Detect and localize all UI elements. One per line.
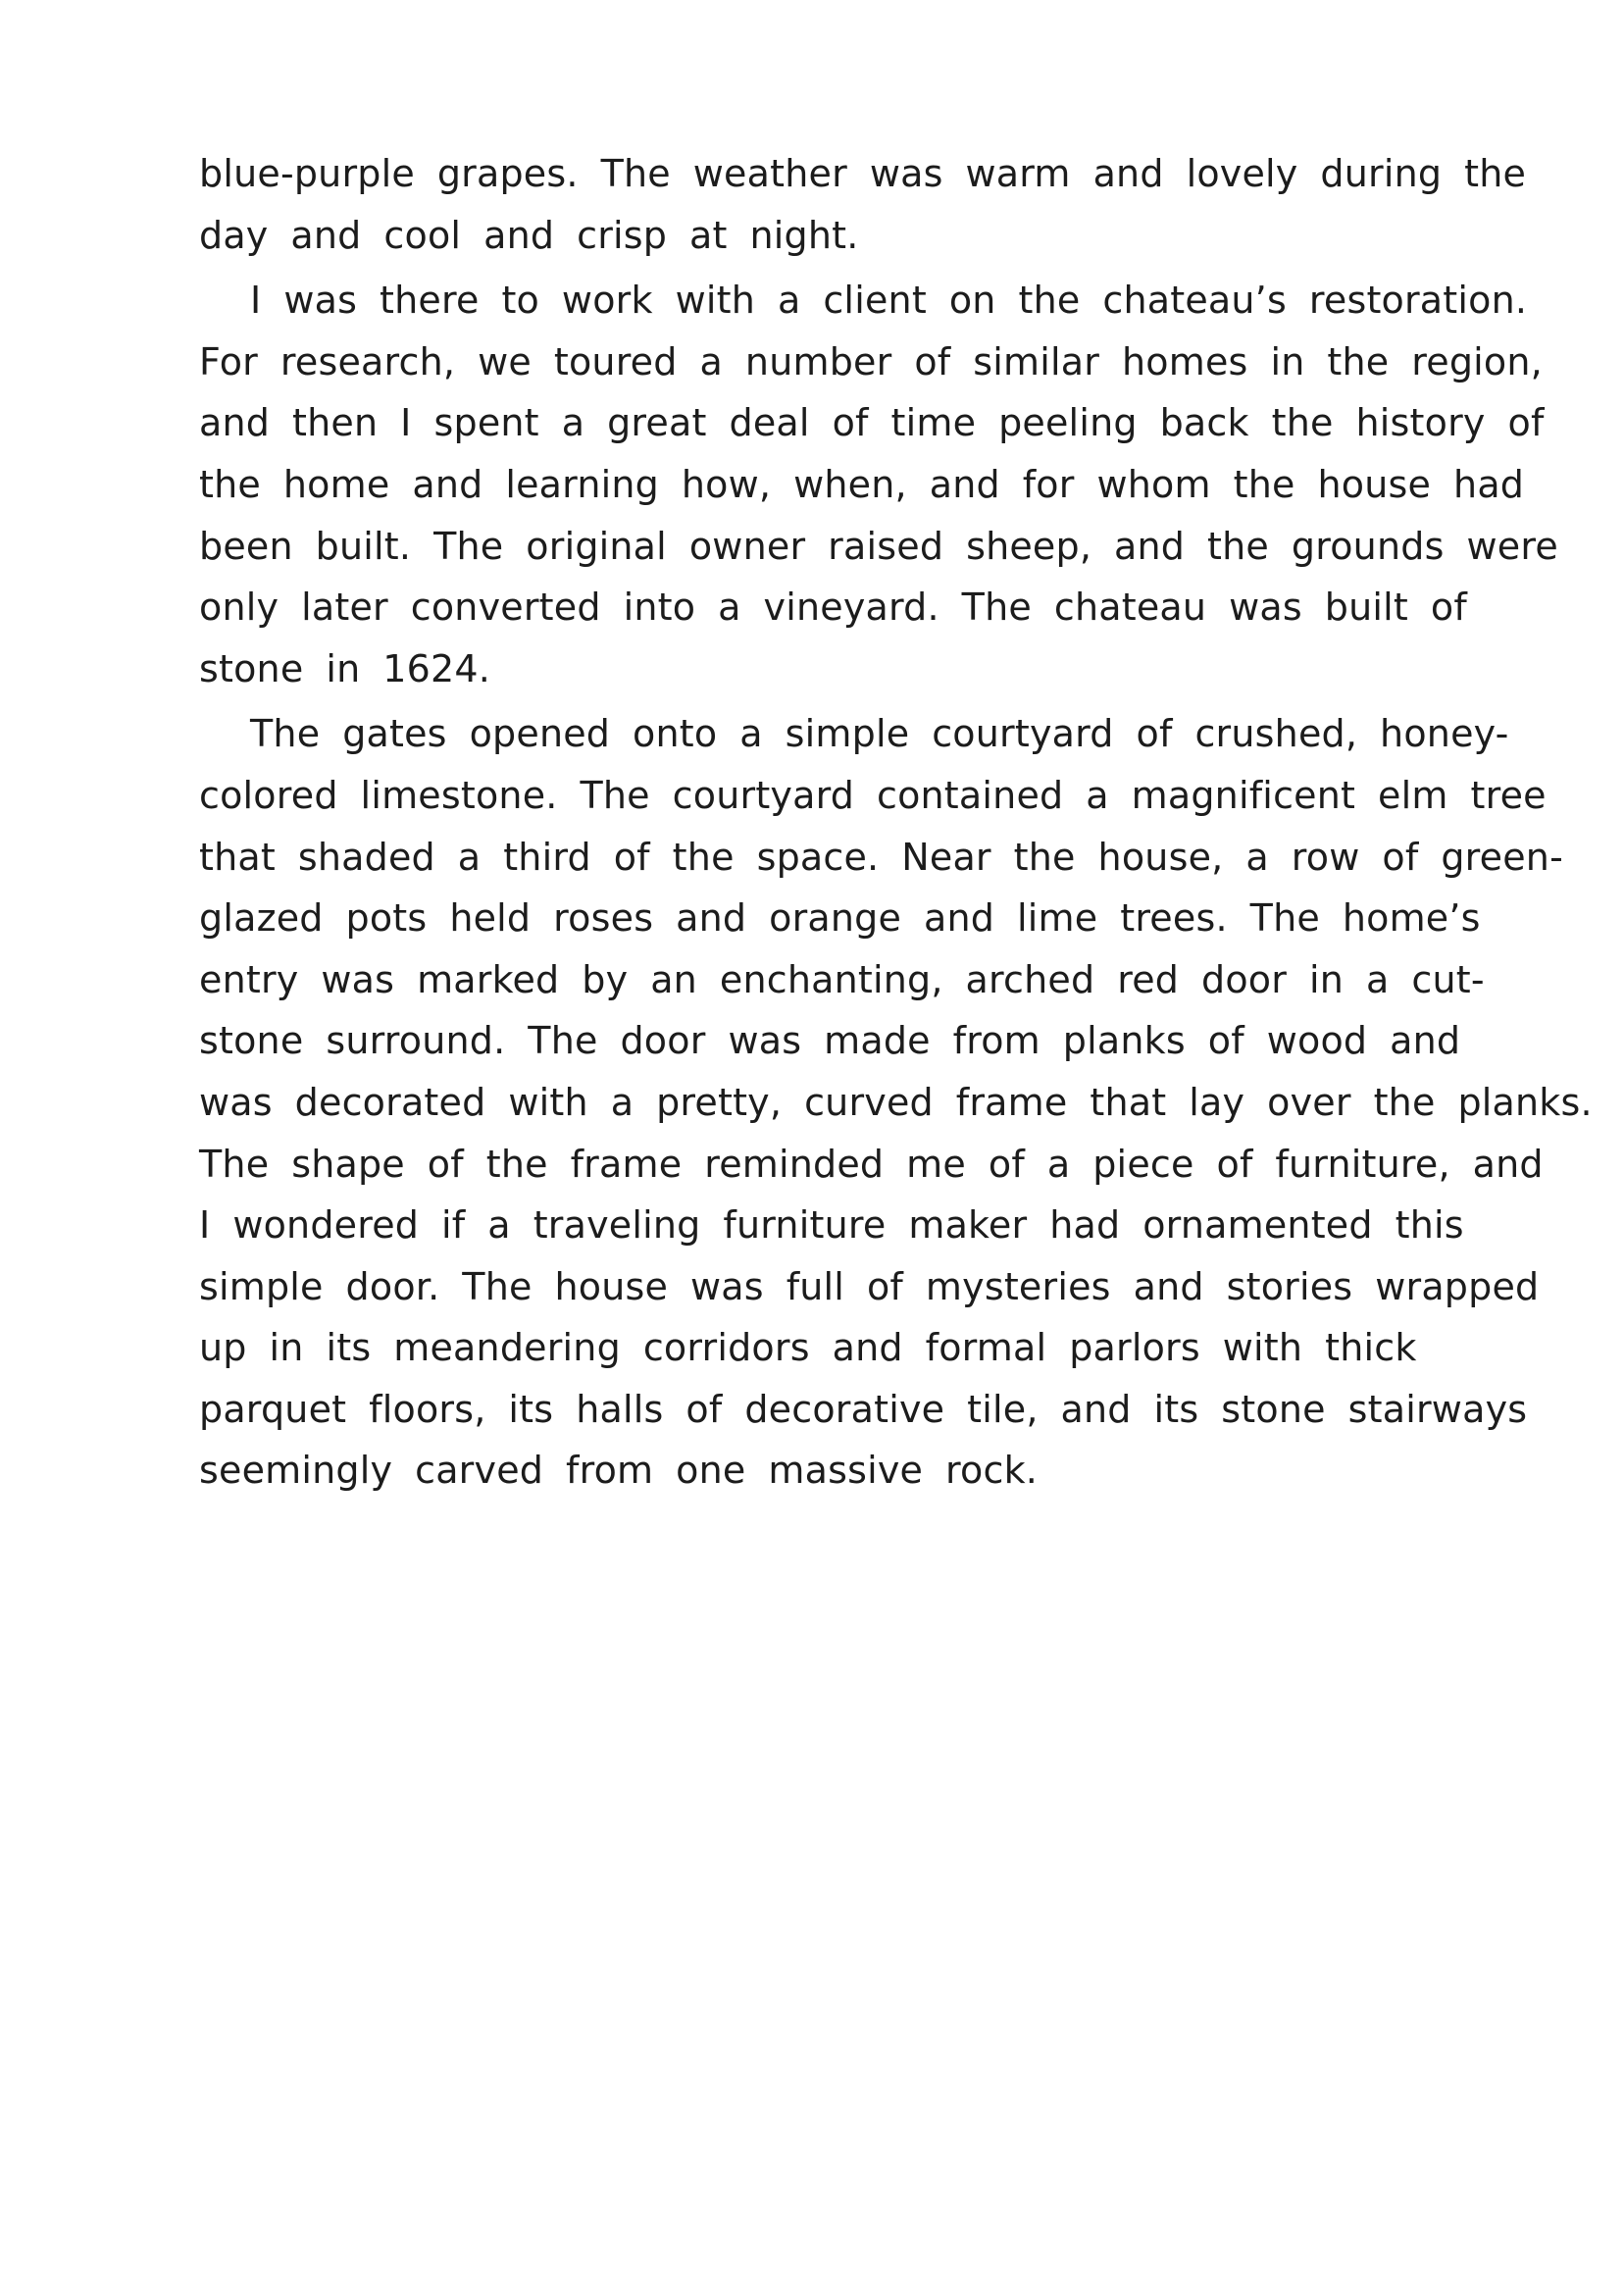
text-line: I was there to work with a client on the chateau’s restoration. — [250, 279, 1528, 323]
text-line: stone surround. The door was made from planks of wood and — [199, 1019, 1461, 1063]
text-line: entry was marked by an enchanting, arched red door in a cut- — [199, 957, 1485, 1001]
text-line: I wondered if a traveling furniture maker had ornamented this — [199, 1203, 1464, 1248]
text-line: that shaded a third of the space. Near the house, a row of green- — [199, 835, 1563, 879]
text-line: only later converted into a vineyard. The chateau was built of — [199, 586, 1467, 630]
text-line: was decorated with a pretty, curved frame that lay over the planks. — [199, 1080, 1593, 1124]
text-line: blue-purple grapes. The weather was warm and lovely during the — [199, 152, 1527, 195]
text-line: stone in 1624. — [199, 646, 491, 690]
text-line: the home and learning how, when, and for whom the house had — [199, 462, 1525, 506]
text-line: colored limestone. The courtyard contained a magnificent elm tree — [199, 773, 1547, 817]
text-line: The gates opened onto a simple courtyard of crushed, honey- — [250, 712, 1509, 756]
text-line: parquet floors, its halls of decorative tile, and its stone stairways — [199, 1387, 1528, 1431]
text-line: For research, we toured a number of similar homes in the region, — [199, 339, 1543, 383]
paragraph-2 — [199, 270, 1558, 699]
text-line: and then I spent a great deal of time peeling back the history of — [199, 401, 1545, 445]
text-line: seemingly carved from one massive rock. — [199, 1449, 1039, 1493]
text-line: The shape of the frame reminded me of a piece of furniture, and — [199, 1142, 1544, 1186]
paragraph-3 — [199, 703, 1593, 1502]
text-line: been built. The original owner raised sheep, and the grounds were — [199, 524, 1558, 568]
text-line: up in its meandering corridors and formal parlors with thick — [199, 1326, 1417, 1370]
text-line: glazed pots held roses and orange and lime trees. The home’s — [199, 896, 1481, 941]
text-line: simple door. The house was full of mysteries and stories wrapped — [199, 1264, 1540, 1308]
text-line: day and cool and crisp at night. — [199, 213, 859, 257]
body-text — [199, 143, 1593, 1502]
paragraph-1 — [199, 143, 1527, 266]
